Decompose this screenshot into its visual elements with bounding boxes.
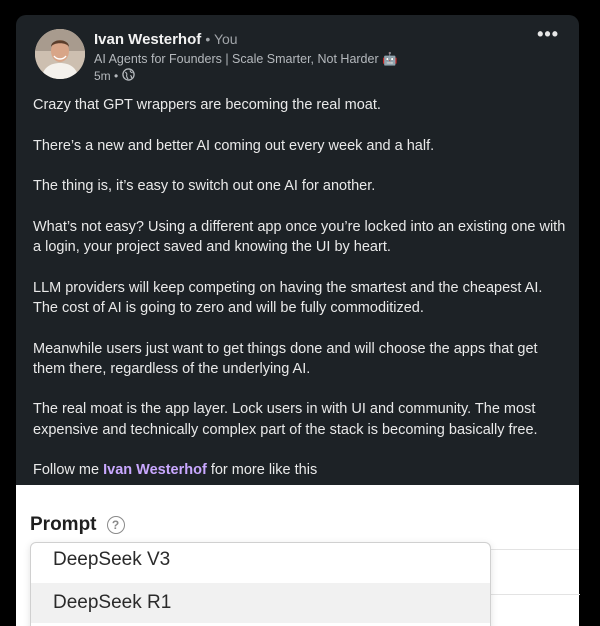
- model-option-deepseek-v3[interactable]: DeepSeek V3: [53, 549, 171, 570]
- follow-prefix: Follow me: [33, 462, 104, 479]
- model-option-deepseek-r1[interactable]: DeepSeek R1: [31, 583, 490, 623]
- prompt-field-background: [481, 549, 579, 625]
- author-headline: AI Agents for Founders | Scale Smarter, Not Harder 🤖: [94, 52, 398, 66]
- help-icon[interactable]: ?: [107, 516, 125, 534]
- globe-icon: [122, 68, 135, 84]
- post-paragraph: The real moat is the app layer. Lock users in with UI and community. The most expensive and technically complex part of the stack is becoming basically free.: [33, 401, 538, 438]
- model-dropdown[interactable]: [30, 542, 491, 626]
- author-name[interactable]: Ivan Westerhof: [94, 31, 202, 48]
- follow-line: [33, 460, 567, 480]
- prompt-heading: [30, 514, 125, 536]
- post-paragraph: What’s not easy? Using a different app once you’re locked into an existing one with a login, your project saved and knowing the UI by heart.: [33, 218, 566, 256]
- post-paragraph: There’s a new and better AI coming out every week and a half.: [33, 137, 435, 154]
- post-paragraph: Crazy that GPT wrappers are becoming the real moat.: [33, 97, 381, 113]
- you-label: • You: [205, 31, 238, 47]
- post-paragraph: LLM providers will keep competing on having the smartest and the cheapest AI. The cost of AI is going to zero and will be fully commoditized.: [33, 279, 543, 316]
- more-options-icon[interactable]: •••: [537, 24, 559, 44]
- post-paragraph: Meanwhile users just want to get things done and will choose the apps that get them there, regardless of the underlying AI.: [33, 340, 538, 377]
- follow-suffix: for more like this: [206, 462, 318, 479]
- author-line: [94, 31, 238, 48]
- post-meta: [94, 68, 135, 84]
- post-body: [33, 95, 567, 481]
- prompt-panel: [16, 485, 579, 626]
- post-time: 5m •: [94, 69, 119, 83]
- author-mention-link[interactable]: Ivan Westerhof: [103, 462, 207, 479]
- linkedin-post-card: [16, 15, 579, 485]
- post-paragraph: The thing is, it’s easy to switch out one AI for another.: [33, 178, 376, 195]
- author-avatar[interactable]: [35, 29, 85, 79]
- prompt-title: Prompt: [30, 514, 97, 535]
